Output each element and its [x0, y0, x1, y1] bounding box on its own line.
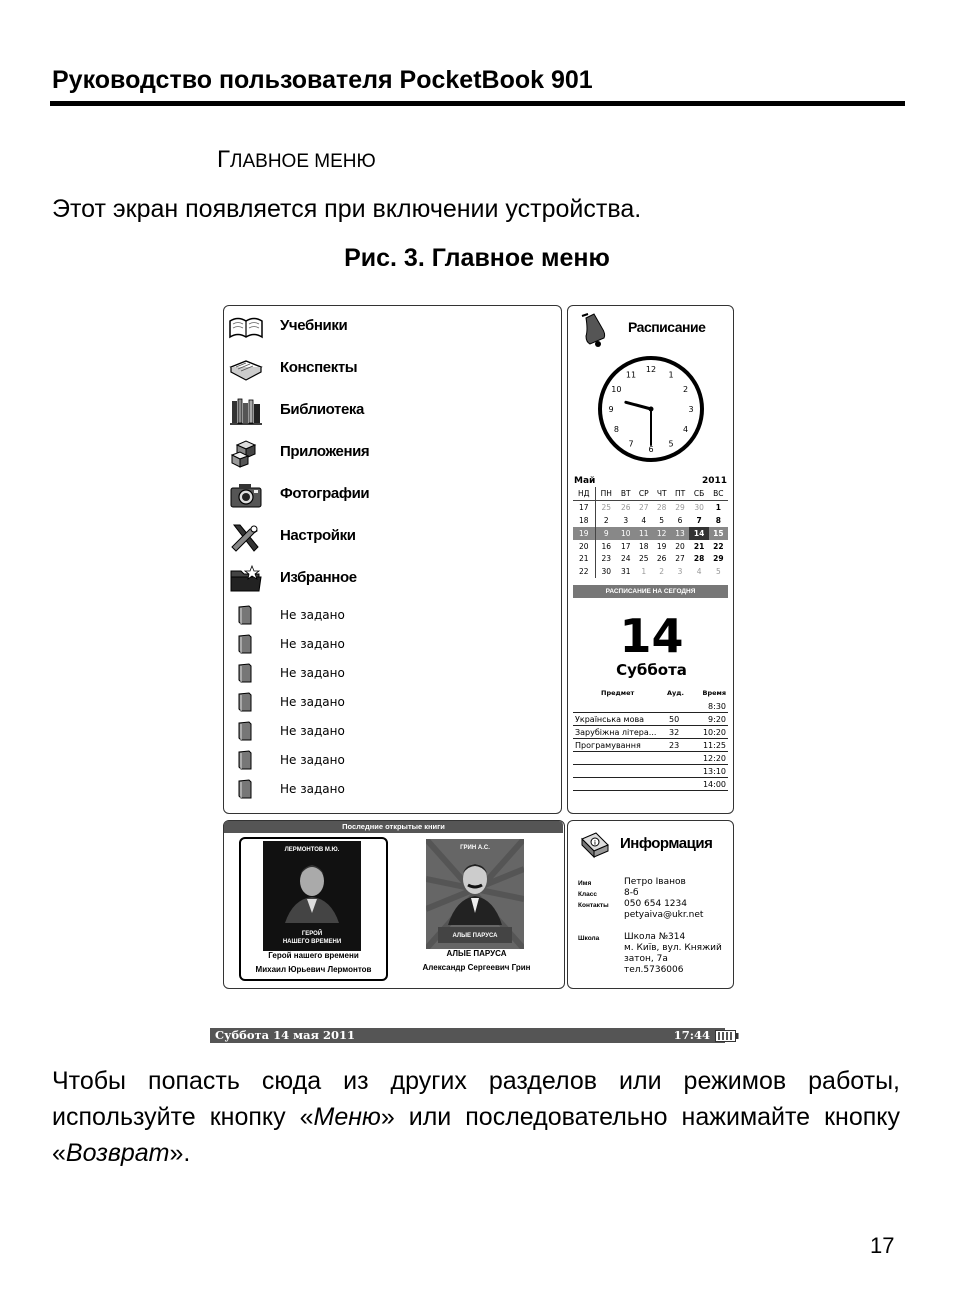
col-time: Время	[702, 689, 726, 697]
menu-slot[interactable]	[224, 750, 554, 772]
svg-text:i: i	[594, 840, 596, 847]
menu-item-settings[interactable]	[224, 521, 554, 555]
calendar-header: ПТ	[671, 487, 690, 500]
slot-label: Не задано	[280, 753, 345, 767]
cover-title-text: ГЕРОЙ	[301, 931, 323, 937]
calendar-day[interactable]: 4	[696, 567, 702, 577]
lessons-header	[573, 687, 728, 700]
cover-title-text: НАШЕГО ВРЕМЕНИ	[282, 939, 342, 945]
calendar-day[interactable]: 12	[653, 527, 671, 540]
clock-number: 1	[668, 370, 674, 380]
lesson-room: 50	[669, 715, 680, 724]
calendar-day[interactable]: 2	[603, 515, 609, 525]
lesson-row	[573, 739, 728, 752]
menu-item-photos[interactable]	[224, 479, 554, 513]
lesson-row	[573, 765, 728, 778]
status-bar	[210, 1028, 725, 1043]
outro-text: Чтобы попасть сюда из других разделов или режимов работы, используйте кнопку «	[52, 1067, 900, 1131]
info-label-class: Класс	[578, 891, 597, 898]
figure-caption: Рис. 3. Главное меню	[344, 244, 610, 272]
calendar-day[interactable]: 5	[659, 515, 665, 525]
recent-books-panel	[223, 820, 565, 989]
lesson-subject: Програмування	[575, 741, 641, 750]
week-number: 19	[573, 527, 595, 540]
outro-text: » или последовательно нажимайте кнопку «	[52, 1103, 900, 1167]
lesson-time: 11:25	[702, 741, 726, 750]
calendar-day[interactable]: 1	[641, 567, 647, 577]
info-email: petyaiva@ukr.net	[624, 910, 704, 920]
lesson-subject: Українська мова	[575, 715, 645, 724]
info-title: Информация	[620, 835, 713, 852]
col-subject: Предмет	[601, 689, 635, 697]
calendar-header: СБ	[689, 487, 708, 500]
calendar-week	[573, 552, 728, 565]
calendar-year: 2011	[701, 476, 727, 486]
info-label-school: Школа	[578, 935, 600, 942]
lesson-row	[573, 778, 728, 791]
info-school-line: м. Київ, вул. Княжий	[624, 943, 722, 953]
menu-label: Конспекты	[280, 359, 358, 376]
calendar-day[interactable]: 27	[675, 554, 685, 564]
menu-key-name: Меню	[313, 1103, 381, 1131]
cover-title-text: АЛЫЕ ПАРУСА	[452, 933, 498, 939]
cover-author-text: ЛЕРМОНТОВ М.Ю.	[284, 847, 340, 853]
info-notebook-icon	[576, 829, 612, 865]
calendar-header: СР	[635, 487, 653, 500]
info-name: Петро Іванов	[624, 877, 686, 887]
lesson-row	[573, 726, 728, 739]
book-slot-icon	[237, 779, 253, 799]
lesson-room: 32	[669, 728, 680, 737]
calendar-day[interactable]: 30	[694, 502, 704, 512]
menu-item-favorites[interactable]	[224, 563, 554, 597]
week-number: 22	[573, 565, 595, 578]
calendar-week	[573, 540, 728, 553]
clock-number: 3	[688, 405, 694, 414]
schedule-panel[interactable]	[567, 305, 734, 814]
calendar-day[interactable]: 4	[641, 515, 647, 525]
day-number: 14	[619, 609, 684, 663]
recent-book-item[interactable]	[404, 837, 549, 977]
open-book-icon	[228, 311, 264, 343]
menu-item-library[interactable]	[224, 395, 554, 429]
section-title-initial: Г	[217, 146, 230, 173]
intro-paragraph: Этот экран появляется при включении устройства.	[52, 195, 642, 223]
recent-books-header: Последние открытые книги	[224, 821, 563, 833]
clock-number: 4	[683, 425, 689, 434]
outro-text: ».	[169, 1139, 191, 1167]
calendar-day[interactable]: 24	[621, 554, 631, 564]
menu-label: Фотографии	[280, 485, 370, 502]
book-title: Герой нашего времени	[268, 951, 359, 960]
calendar-day[interactable]: 5	[715, 567, 721, 577]
calendar-day[interactable]: 13	[671, 527, 690, 540]
week-number: 21	[573, 552, 595, 565]
calendar-day[interactable]: 19	[656, 541, 667, 551]
calendar-day[interactable]: 9	[595, 527, 617, 540]
book-cover	[263, 841, 361, 951]
weekday-name: Суббота	[616, 661, 687, 679]
today-schedule-bar: РАСПИСАНИЕ НА СЕГОДНЯ	[573, 585, 728, 598]
menu-slot[interactable]	[224, 692, 554, 714]
status-date: Суббота 14 мая 2011	[215, 1028, 356, 1042]
calendar-day[interactable]: 1	[715, 502, 721, 512]
clock-number: 9	[608, 405, 614, 414]
lesson-row	[573, 700, 728, 713]
lesson-time: 12:20	[702, 754, 726, 763]
calendar-day[interactable]: 2	[659, 567, 665, 577]
col-room: Ауд.	[667, 689, 684, 697]
info-class: 8-б	[624, 888, 639, 898]
slot-label: Не задано	[280, 724, 345, 738]
cubes-icon	[228, 437, 264, 469]
menu-slot[interactable]	[224, 663, 554, 685]
calendar-day[interactable]: 29	[675, 502, 685, 512]
calendar-header: ЧТ	[653, 487, 671, 500]
info-school-line: затон, 7а	[624, 954, 668, 964]
calendar-day[interactable]: 25	[638, 554, 649, 564]
calendar-header: НД	[573, 487, 595, 500]
calendar-day[interactable]: 18	[638, 541, 649, 551]
calendar-day[interactable]: 7	[696, 515, 702, 525]
menu-item-notes[interactable]	[224, 353, 554, 387]
book-author: Михаил Юрьевич Лермонтов	[255, 965, 372, 974]
schedule-title: Расписание	[628, 319, 706, 335]
calendar-day[interactable]: 6	[677, 515, 683, 525]
calendar-day[interactable]: 25	[601, 502, 611, 512]
calendar-grid	[573, 487, 728, 578]
calendar-day[interactable]: 21	[693, 541, 705, 551]
status-time: 17:44	[673, 1028, 710, 1042]
calendar-day[interactable]: 23	[601, 554, 611, 564]
header-rule	[50, 101, 905, 106]
info-panel[interactable]	[567, 820, 734, 989]
lesson-room: 23	[669, 741, 680, 750]
section-title-rest: ЛАВНОЕ МЕНЮ	[230, 151, 376, 172]
calendar-day[interactable]: 16	[601, 541, 611, 551]
calendar-day[interactable]: 26	[656, 554, 667, 564]
tools-icon	[228, 521, 264, 553]
week-number: 20	[573, 540, 595, 553]
folder-icon	[228, 563, 264, 595]
menu-item-textbooks[interactable]	[224, 311, 554, 345]
calendar-day[interactable]: 20	[675, 541, 685, 551]
calendar-header: ПН	[595, 487, 617, 500]
calendar-day[interactable]: 22	[713, 541, 724, 551]
calendar-day[interactable]: 29	[713, 554, 724, 564]
calendar-day[interactable]: 3	[623, 515, 629, 525]
calendar-week-current	[573, 527, 728, 540]
clock-number: 11	[625, 370, 637, 380]
slot-label: Не задано	[280, 637, 345, 651]
main-menu-panel	[223, 305, 562, 814]
calendar-week	[573, 565, 728, 578]
calendar-week	[573, 514, 728, 527]
calendar-day[interactable]: 28	[656, 502, 667, 512]
week-number: 18	[573, 514, 595, 527]
info-school-line: Школа №314	[624, 932, 686, 942]
outro-paragraph	[52, 1063, 900, 1171]
book-slot-icon	[237, 663, 253, 683]
week-number: 17	[573, 500, 595, 513]
calendar-header: ВТ	[617, 487, 635, 500]
page-number: 17	[870, 1233, 895, 1258]
calendar-day[interactable]: 10	[617, 527, 635, 540]
clock-number: 6	[648, 445, 654, 454]
book-cover	[426, 839, 524, 949]
clock-number: 2	[683, 385, 689, 394]
lesson-time: 9:20	[708, 715, 726, 724]
calendar-day-today[interactable]: 14	[689, 527, 708, 540]
calendar-day[interactable]: 8	[715, 515, 721, 525]
menu-slot[interactable]	[224, 779, 554, 801]
slot-label: Не задано	[280, 608, 345, 622]
book-slot-icon	[237, 605, 253, 625]
menu-label: Избранное	[280, 569, 357, 586]
slot-label: Не задано	[280, 666, 345, 680]
cover-author-text: ГРИН А.С.	[460, 845, 490, 851]
info-school-line: тел.5736006	[624, 965, 684, 975]
menu-slot[interactable]	[224, 721, 554, 743]
clock-number: 5	[668, 439, 674, 449]
clock-number: 8	[613, 425, 619, 434]
book-author: Александр Сергеевич Грин	[422, 963, 531, 972]
back-key-name: Возврат	[65, 1139, 170, 1167]
slot-label: Не задано	[280, 782, 345, 796]
slot-label: Не задано	[280, 695, 345, 709]
lesson-time: 13:10	[702, 767, 726, 776]
lesson-time: 14:00	[702, 780, 726, 789]
lesson-row	[573, 713, 728, 726]
calendar-week	[573, 500, 728, 513]
book-slot-icon	[237, 750, 253, 770]
calendar-day[interactable]: 17	[621, 541, 631, 551]
calendar-day[interactable]: 15	[709, 527, 728, 540]
battery-icon	[715, 1030, 739, 1042]
calendar-day[interactable]: 28	[693, 554, 705, 564]
calendar-day[interactable]: 3	[677, 567, 683, 577]
calendar-month: Май	[574, 476, 596, 486]
calendar-header: ВС	[709, 487, 728, 500]
recent-book-item[interactable]	[239, 837, 388, 981]
calendar-day[interactable]: 31	[621, 567, 631, 577]
menu-slot[interactable]	[224, 634, 554, 656]
book-title: АЛЫЕ ПАРУСА	[446, 949, 507, 958]
lesson-subject: Зарубіжна літера...	[575, 728, 657, 737]
book-slot-icon	[237, 634, 253, 654]
clock-number: 7	[628, 439, 634, 449]
menu-slot[interactable]	[224, 605, 554, 627]
info-phone: 050 654 1234	[624, 899, 687, 909]
camera-icon	[228, 479, 264, 511]
info-label-contacts: Контакты	[578, 902, 609, 909]
lesson-row	[573, 752, 728, 765]
analog-clock	[596, 354, 706, 464]
lesson-time: 8:30	[708, 702, 726, 711]
menu-label: Приложения	[280, 443, 370, 460]
bookshelf-icon	[228, 395, 264, 427]
calendar-day[interactable]: 27	[638, 502, 649, 512]
book-slot-icon	[237, 721, 253, 741]
book-slot-icon	[237, 692, 253, 712]
clock-number: 10	[611, 385, 622, 394]
document-header: Руководство пользователя PocketBook 901	[52, 66, 593, 94]
calendar-day[interactable]: 26	[621, 502, 631, 512]
lesson-time: 10:20	[702, 728, 726, 737]
menu-label: Учебники	[280, 317, 348, 334]
calendar-day[interactable]: 11	[635, 527, 653, 540]
bell-icon	[578, 312, 612, 350]
calendar-day[interactable]: 30	[601, 567, 611, 577]
info-label-name: Имя	[578, 880, 592, 887]
menu-label: Настройки	[280, 527, 356, 544]
notebook-icon	[228, 353, 264, 385]
menu-label: Библиотека	[280, 401, 364, 418]
section-title	[217, 146, 376, 174]
lessons-table	[573, 687, 728, 791]
clock-number: 12	[645, 365, 657, 374]
menu-item-applications[interactable]	[224, 437, 554, 471]
